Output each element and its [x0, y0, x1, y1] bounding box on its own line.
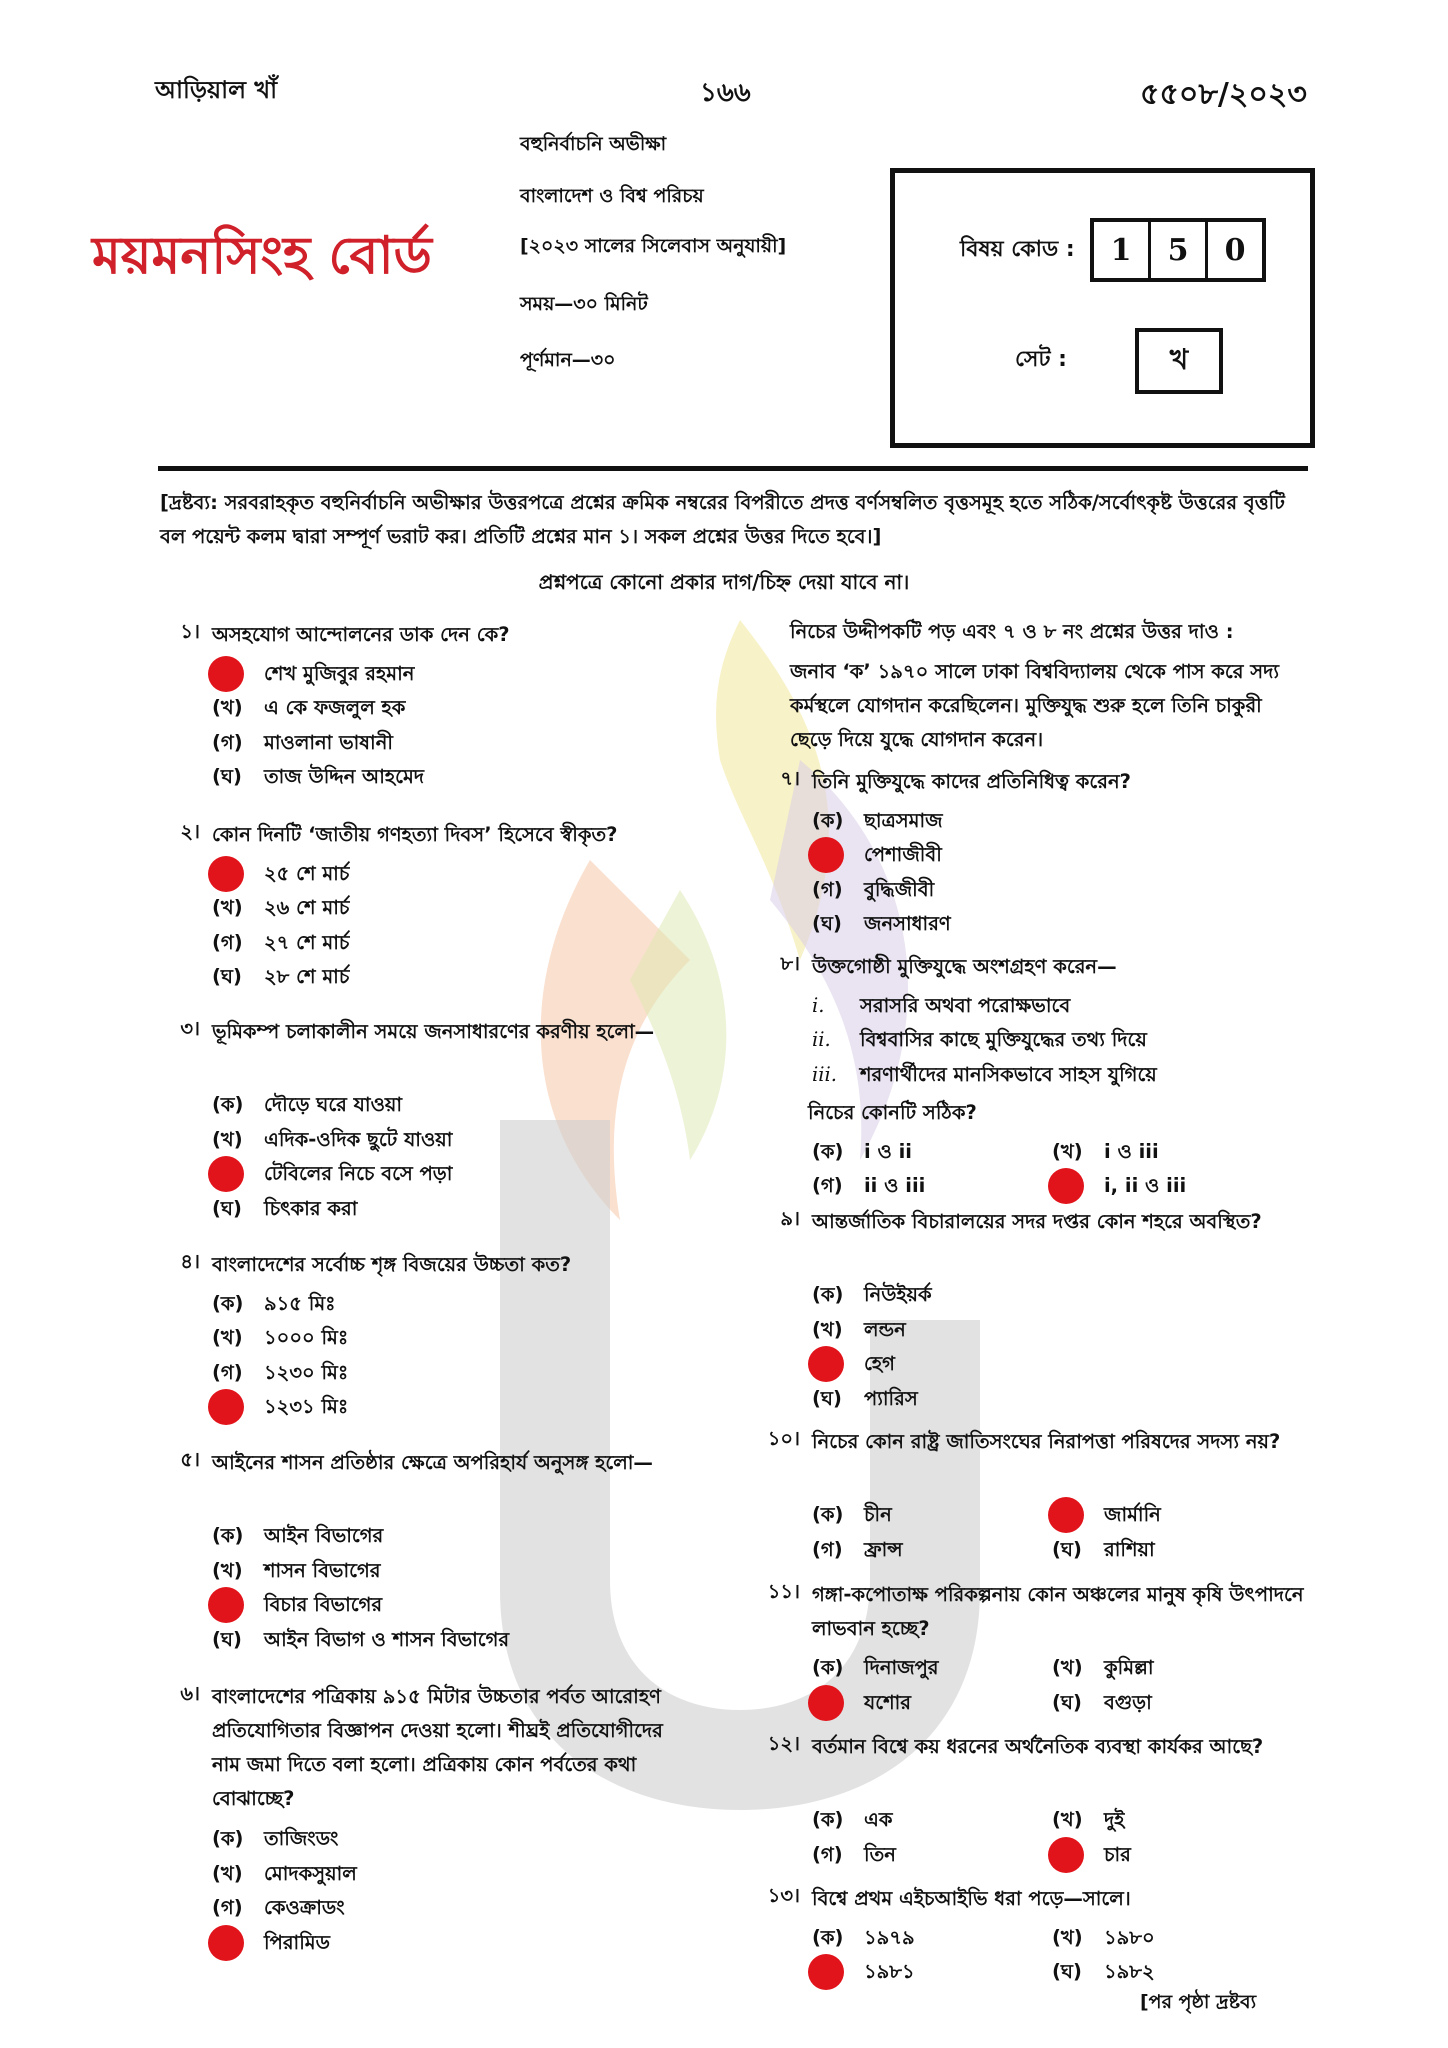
answer-option	[212, 726, 393, 760]
instruction-note: [দ্রষ্টব্য: সরবরাহকৃত বহুনির্বাচনি অভীক্ষার উত্তরপত্রে প্রশ্নের ক্রমিক নম্বরের বিপরীতে প্রদত্ত বর্ণসম্বলিত বৃত্তসমূহ হতে সঠিক/সর্বোৎকৃষ্ট উত্তরের বৃত্তটি বল পয়েন্ট কলম দ্বারা সম্পূর্ণ ভরাট কর। প্রতিটি প্রশ্নের মান ১। সকল প্রশ্নের উত্তর দিতে হবে।]	[160, 491, 1285, 548]
subject-code-digit: 0	[1205, 222, 1262, 278]
option-text: হেগ	[864, 1352, 895, 1375]
option-text: ফ্রান্স	[864, 1537, 903, 1561]
option-text: তিন	[864, 1842, 896, 1866]
question-number: ৭।	[780, 767, 800, 790]
statement	[812, 1023, 1147, 1057]
answer-option	[1052, 1135, 1159, 1169]
option-text: দিনাজপুর	[864, 1656, 939, 1679]
answer-option	[212, 691, 405, 725]
option-text: i, ii ও iii	[1104, 1174, 1187, 1197]
answer-option	[212, 1157, 452, 1191]
question-stem: বাংলাদেশের সর্বোচ্চ শৃঙ্গ বিজয়ের উচ্চতা কত?	[212, 1253, 572, 1276]
header-reference-number: ৫৫০৮/২০২৩	[1140, 77, 1307, 112]
question-number: ৯।	[780, 1207, 800, 1230]
answer-mark-dot	[808, 837, 844, 873]
answer-option	[812, 1921, 915, 1955]
answer-mark-dot	[208, 856, 244, 892]
option-text: তাজ উদ্দিন আহমেদ	[264, 765, 425, 788]
subject-code-digit: 5	[1148, 222, 1205, 278]
option-text: টেবিলের নিচে বসে পড়া	[264, 1162, 453, 1185]
answer-option	[812, 1803, 892, 1837]
question-number: ১৩।	[767, 1884, 800, 1907]
option-label: (ক)	[812, 1503, 844, 1526]
option-label: (ক)	[812, 1139, 844, 1163]
option-label: (ক)	[812, 1283, 844, 1306]
answer-mark-dot	[808, 1346, 844, 1382]
answer-option	[812, 873, 934, 907]
option-label: (ঘ)	[1052, 1960, 1082, 1983]
option-label: (খ)	[1052, 1925, 1083, 1949]
option-text: ii ও iii	[864, 1174, 926, 1197]
option-text: চিৎকার করা	[264, 1196, 358, 1220]
option-text: ১৯৭৯	[864, 1925, 915, 1949]
option-text: ৯১৫ মিঃ	[264, 1291, 336, 1315]
header-page-number: ১৬৬	[700, 78, 751, 108]
option-text: তাজিংডং	[264, 1827, 339, 1850]
option-label: (গ)	[812, 1537, 843, 1561]
answer-mark-dot	[208, 1156, 244, 1192]
answer-option	[212, 926, 349, 960]
option-label: (ঘ)	[812, 912, 842, 935]
option-text: রাশিয়া	[1104, 1537, 1155, 1561]
subject-name: বাংলাদেশ ও বিশ্ব পরিচয়	[520, 185, 704, 207]
option-text: নিউইয়র্ক	[864, 1283, 932, 1306]
stimulus-title: নিচের উদ্দীপকটি পড় এবং ৭ ও ৮ নং প্রশ্নের উত্তর দাও :	[790, 620, 1234, 643]
option-text: বুদ্ধিজীবী	[864, 877, 935, 901]
answer-mark-dot	[208, 1389, 244, 1425]
question-stem: বর্তমান বিশ্বে কয় ধরনের অর্থনৈতিক ব্যবস্থা কার্যকর আছে?	[812, 1735, 1264, 1758]
option-label: (ঘ)	[1052, 1537, 1082, 1561]
option-label: (খ)	[212, 696, 243, 719]
option-text: ১০০০ মিঃ	[264, 1326, 349, 1349]
answer-option	[212, 1390, 348, 1424]
answer-mark-dot	[208, 1587, 244, 1623]
option-text: মাওলানা ভাষানী	[264, 730, 393, 754]
question-number: ৬।	[180, 1682, 200, 1705]
option-label: (গ)	[812, 1842, 843, 1866]
answer-option	[812, 1382, 918, 1416]
subject-code-digit: 1	[1110, 232, 1132, 268]
option-text: এদিক-ওদিক ছুটে যাওয়া	[264, 1127, 453, 1151]
question-number: ২।	[180, 820, 200, 843]
header-divider	[158, 466, 1308, 471]
question-number: ১১।	[767, 1580, 800, 1603]
option-text: কুমিল্লা	[1104, 1656, 1154, 1679]
question-number: ১২।	[767, 1732, 800, 1755]
option-label: (খ)	[212, 1861, 243, 1885]
option-label: (খ)	[212, 896, 243, 919]
option-text: চার	[1104, 1842, 1131, 1866]
option-text: ২৫ শে মার্চ	[264, 861, 350, 885]
exam-type: বহুনির্বাচনি অভীক্ষা	[520, 133, 667, 155]
header-place: আড়িয়াল খাঁ	[155, 76, 278, 104]
answer-option	[1052, 1921, 1155, 1955]
option-label: (ক)	[212, 1093, 244, 1116]
answer-mark-dot	[208, 656, 244, 692]
option-label: (ঘ)	[212, 765, 242, 788]
option-text: শেখ মুজিবুর রহমান	[264, 661, 415, 685]
option-label: (ক)	[212, 1827, 244, 1850]
answer-option	[212, 657, 414, 691]
answer-option	[812, 1686, 911, 1720]
option-label: (গ)	[212, 1360, 243, 1384]
statement-text: শরণার্থীদের মানসিকভাবে সাহস যুগিয়ে	[860, 1062, 1157, 1086]
question-stem: নিচের কোন রাষ্ট্র জাতিসংঘের নিরাপত্তা পরিষদের সদস্য নয়?	[812, 1430, 1281, 1453]
answer-option	[812, 804, 943, 838]
question-stem: বিশ্বে প্রথম এইচআইভি ধরা পড়ে—সালে।	[812, 1887, 1131, 1910]
option-text: দুই	[1104, 1808, 1125, 1831]
question-number: ৪।	[180, 1250, 200, 1273]
answer-option	[212, 1822, 338, 1856]
question-stem: আন্তর্জাতিক বিচারালয়ের সদর দপ্তর কোন শহরে অবস্থিত?	[812, 1210, 1262, 1233]
option-label: (খ)	[212, 1127, 243, 1151]
option-text: ১৯৮১	[864, 1960, 915, 1983]
answer-option	[812, 1533, 903, 1567]
stimulus-text: জনাব ‘ক’ ১৯৭০ সালে ঢাকা বিশ্ববিদ্যালয় থেকে পাস করে সদ্য কর্মস্থলে যোগদান করেছিলেন। মুক্তিযুদ্ধ শুরু হলে তিনি চাকুরী ছেড়ে দিয়ে যুদ্ধে যোগদান করেন।	[790, 660, 1280, 751]
statement-text: সরাসরি অথবা পরোক্ষভাবে	[860, 993, 1071, 1017]
answer-mark-dot	[1048, 1168, 1084, 1204]
question-number: ১।	[180, 620, 200, 643]
answer-option	[1052, 1686, 1152, 1720]
question-number: ১০।	[767, 1427, 800, 1450]
option-text: পেশাজীবী	[864, 843, 942, 866]
answer-mark-dot	[1048, 1837, 1084, 1873]
answer-option	[1052, 1498, 1161, 1532]
question-stem: বাংলাদেশের পত্রিকায় ৯১৫ মিটার উচ্চতার পর্বত আরোহণ প্রতিযোগিতার বিজ্ঞাপন দেওয়া হলো। শীঘ্রই প্রতিযোগীদের নাম জমা দিতে বলা হলো। প্রত্রিকায় কোন পর্বতের কথা বোঝাচ্ছে?	[212, 1685, 663, 1810]
option-label: (ক)	[812, 808, 844, 832]
answer-mark-dot	[808, 1685, 844, 1721]
answer-option	[812, 1651, 939, 1685]
option-text: জার্মানি	[1104, 1503, 1161, 1526]
statement	[812, 989, 1070, 1023]
option-text: লন্ডন	[864, 1317, 906, 1341]
option-label: (ক)	[812, 1925, 844, 1949]
answer-option	[212, 1192, 357, 1226]
full-marks: পূর্ণমান—৩০	[520, 349, 616, 371]
question-stem: তিনি মুক্তিযুদ্ধে কাদের প্রতিনিধিত্ব করেন?	[812, 770, 1131, 793]
answer-option	[812, 838, 942, 872]
option-label: (ক)	[212, 1291, 244, 1315]
option-label: (গ)	[212, 930, 243, 954]
question-number: ৫।	[180, 1448, 200, 1471]
option-label: (গ)	[812, 877, 843, 901]
answer-option	[812, 1313, 906, 1347]
question-stem: আইনের শাসন প্রতিষ্ঠার ক্ষেত্রে অপরিহার্য অনুসঙ্গ হলো—	[212, 1451, 653, 1474]
option-text: পিরামিড	[264, 1930, 330, 1954]
answer-option	[212, 1623, 509, 1657]
question-number: ৮।	[780, 952, 800, 975]
answer-option	[212, 960, 349, 994]
option-text: চীন	[864, 1503, 892, 1526]
option-text: ১৯৮২	[1104, 1960, 1155, 1983]
answer-mark-dot	[808, 1954, 844, 1990]
option-text: বগুড়া	[1104, 1690, 1152, 1714]
answer-option	[212, 1088, 402, 1122]
option-text: দৌড়ে ঘরে যাওয়া	[264, 1093, 403, 1116]
answer-option	[212, 1891, 345, 1925]
statement-numeral: ii.	[812, 1028, 831, 1051]
option-text: এক	[864, 1808, 893, 1831]
answer-option	[212, 1519, 383, 1553]
answer-option	[212, 891, 349, 925]
question-stem: কোন দিনটি ‘জাতীয় গণহত্যা দিবস’ হিসেবে স্বীকৃত?	[212, 823, 618, 846]
answer-option	[812, 1955, 915, 1989]
answer-option	[812, 1498, 892, 1532]
option-text: ২৮ শে মার্চ	[264, 965, 350, 988]
option-text: i ও iii	[1104, 1139, 1159, 1163]
answer-option	[212, 1857, 357, 1891]
question-stem: উক্তগোষ্ঠী মুক্তিযুদ্ধে অংশগ্রহণ করেন—	[812, 955, 1117, 978]
answer-option	[1052, 1838, 1131, 1872]
answer-option	[212, 1356, 348, 1390]
option-text: জনসাধারণ	[864, 912, 951, 935]
answer-option	[212, 1926, 330, 1960]
option-text: ১২৩০ মিঃ	[264, 1360, 349, 1384]
option-label: (খ)	[1052, 1808, 1083, 1831]
answer-option	[812, 907, 951, 941]
answer-option	[1052, 1803, 1124, 1837]
option-label: (গ)	[812, 1174, 843, 1197]
set-label: সেট :	[1015, 347, 1067, 372]
answer-option	[812, 1278, 932, 1312]
option-label: (খ)	[1052, 1139, 1083, 1163]
answer-mark-dot	[1048, 1497, 1084, 1533]
option-label: (ঘ)	[212, 1196, 242, 1220]
syllabus-note: [২০২৩ সালের সিলেবাস অনুযায়ী]	[520, 235, 787, 257]
option-label: (খ)	[212, 1558, 243, 1582]
answer-option	[812, 1838, 896, 1872]
statement-numeral: i.	[812, 993, 825, 1017]
option-text: ১২৩১ মিঃ	[264, 1395, 349, 1418]
option-text: ২৬ শে মার্চ	[264, 896, 350, 919]
option-text: ১৯৮০	[1104, 1925, 1155, 1949]
option-label: (ঘ)	[212, 965, 242, 988]
option-label: (ঘ)	[1052, 1690, 1082, 1714]
option-text: ২৭ শে মার্চ	[264, 930, 350, 954]
option-text: যশোর	[864, 1690, 911, 1714]
answer-option	[812, 1169, 925, 1203]
option-label: (খ)	[212, 1326, 243, 1349]
question-stem: ভূমিকম্প চলাকালীন সময়ে জনসাধারণের করণীয় হলো—	[212, 1020, 655, 1043]
answer-option	[212, 1321, 348, 1355]
option-label: (খ)	[812, 1317, 843, 1341]
option-label: (খ)	[1052, 1656, 1083, 1679]
option-text: শাসন বিভাগের	[264, 1558, 381, 1582]
answer-option	[212, 1588, 382, 1622]
option-label: (ক)	[812, 1656, 844, 1679]
option-label: (ক)	[212, 1524, 244, 1547]
option-text: ছাত্রসমাজ	[864, 808, 943, 832]
answer-option	[812, 1347, 895, 1381]
option-label: (ঘ)	[812, 1386, 842, 1410]
option-text: মোদকসুয়াল	[264, 1861, 357, 1885]
set-value: খ	[1135, 328, 1223, 394]
instruction-warning: প্রশ্নপত্রে কোনো প্রকার দাগ/চিহ্ন দেয়া যাবে না।	[538, 570, 910, 594]
option-label: (ঘ)	[212, 1627, 242, 1651]
option-text: আইন বিভাগের	[264, 1524, 384, 1547]
option-label: (গ)	[212, 1896, 243, 1919]
option-text: আইন বিভাগ ও শাসন বিভাগের	[264, 1627, 510, 1651]
option-label: (ক)	[812, 1808, 844, 1831]
subject-code-label: বিষয় কোড :	[960, 237, 1075, 262]
answer-option	[1052, 1955, 1155, 1989]
statement-text: বিশ্ববাসির কাছে মুক্তিযুদ্ধের তথ্য দিয়ে	[860, 1028, 1147, 1051]
question-prompt: নিচের কোনটি সঠিক?	[808, 1101, 977, 1124]
answer-option	[1052, 1651, 1154, 1685]
answer-option	[1052, 1169, 1186, 1203]
subject-code-digits	[1090, 218, 1266, 282]
board-title: ময়মনসিংহ বোর্ড	[92, 225, 432, 286]
option-label: (গ)	[212, 730, 243, 754]
answer-mark-dot	[208, 1925, 244, 1961]
answer-option	[1052, 1533, 1155, 1567]
answer-option	[812, 1135, 912, 1169]
question-number: ৩।	[180, 1017, 200, 1040]
continue-note: [পর পৃষ্ঠা দ্রষ্টব্য	[1140, 1991, 1257, 2013]
exam-time: সময়—৩০ মিনিট	[520, 293, 648, 315]
option-text: i ও ii	[864, 1139, 912, 1163]
answer-option	[212, 857, 349, 891]
answer-option	[212, 1123, 452, 1157]
subject-code-box	[890, 168, 1315, 448]
option-text: বিচার বিভাগের	[264, 1593, 383, 1616]
option-text: কেওক্রাডং	[264, 1896, 345, 1919]
answer-option	[212, 1287, 336, 1321]
option-text: এ কে ফজলুল হক	[264, 696, 406, 719]
question-stem: অসহযোগ আন্দোলনের ডাক দেন কে?	[212, 623, 510, 646]
answer-option	[212, 760, 424, 794]
option-text: প্যারিস	[864, 1386, 918, 1410]
answer-option	[212, 1554, 380, 1588]
statement-numeral: iii.	[812, 1062, 837, 1086]
question-stem: গঙ্গা-কপোতাক্ষ পরিকল্পনায় কোন অঞ্চলের মানুষ কৃষি উৎপাদনে লাভবান হচ্ছে?	[812, 1583, 1304, 1640]
statement	[812, 1058, 1157, 1092]
